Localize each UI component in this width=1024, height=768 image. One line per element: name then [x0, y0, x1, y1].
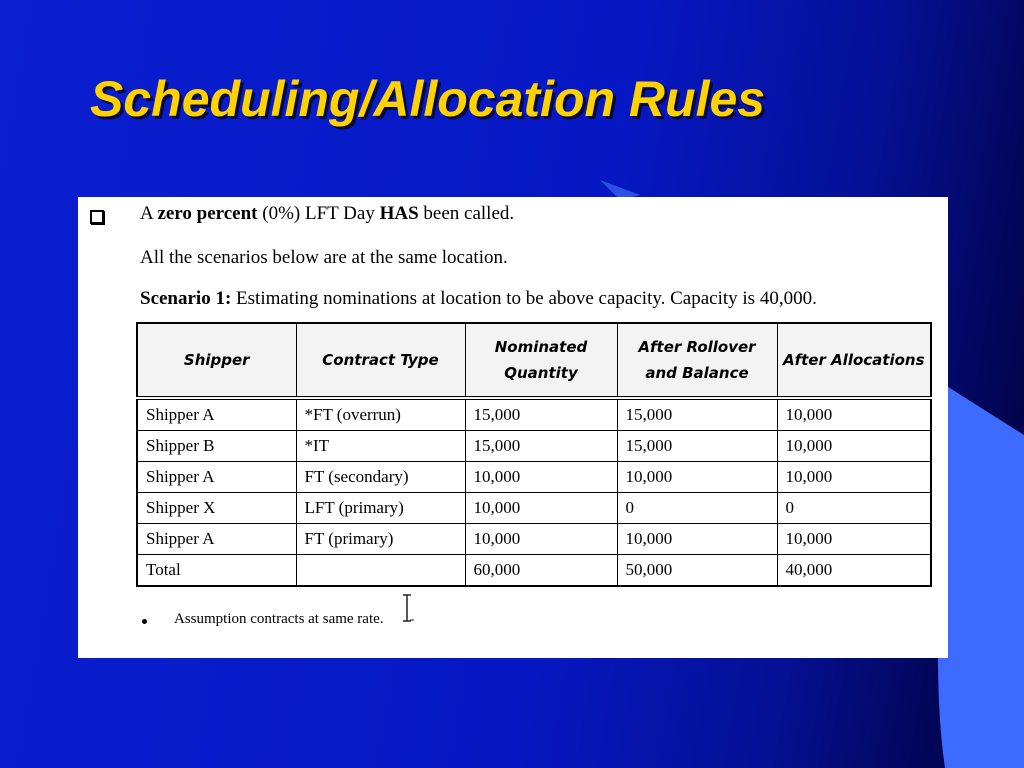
cell-after-allocations: 10,000 [777, 431, 931, 462]
table-row [137, 431, 931, 462]
cell-contract-type: *IT [296, 431, 465, 462]
cell-after-allocations: 10,000 [777, 462, 931, 493]
header-after-allocations: After Allocations [777, 323, 931, 398]
square-bullet-icon [90, 210, 104, 224]
cell-nominated: 10,000 [465, 493, 617, 524]
table-header-row [137, 323, 931, 398]
cell-nominated: 15,000 [465, 431, 617, 462]
table-row [137, 462, 931, 493]
slide-title: Scheduling/Allocation Rules [90, 71, 766, 127]
cell-shipper: Shipper X [137, 493, 296, 524]
header-after-rollover: After Rollover and Balance [617, 323, 777, 398]
cell-after-allocations: 0 [777, 493, 931, 524]
cell-total-nominated: 60,000 [465, 555, 617, 587]
cell-nominated: 10,000 [465, 524, 617, 555]
scenario-text: Estimating nominations at location to be above capacity. Capacity is 40,000. [231, 288, 817, 309]
content-panel [78, 197, 948, 658]
lft-day-statement: A zero percent (0%) LFT Day HAS been called. [140, 203, 515, 224]
bullet-dot-icon [142, 619, 147, 624]
cell-after-rollover: 15,000 [617, 398, 777, 431]
cell-contract-type: LFT (primary) [296, 493, 465, 524]
cell-after-rollover: 10,000 [617, 462, 777, 493]
cell-contract-type: FT (secondary) [296, 462, 465, 493]
assumption-note: Assumption contracts at same rate. [174, 611, 384, 627]
cell-total-contract-type [296, 555, 465, 587]
scenario-statement [140, 288, 817, 310]
cell-shipper: Shipper A [137, 524, 296, 555]
cell-nominated: 10,000 [465, 462, 617, 493]
allocation-table [136, 322, 932, 587]
cell-after-rollover: 0 [617, 493, 777, 524]
cell-after-rollover: 15,000 [617, 431, 777, 462]
cell-after-rollover: 10,000 [617, 524, 777, 555]
scenario-label: Scenario 1: [140, 288, 232, 309]
header-contract-type: Contract Type [296, 323, 465, 398]
table-row [137, 524, 931, 555]
table-total-row [137, 555, 931, 587]
cell-contract-type: FT (primary) [296, 524, 465, 555]
cell-shipper: Shipper A [137, 462, 296, 493]
cell-shipper: Shipper B [137, 431, 296, 462]
table-row [137, 398, 931, 431]
cell-after-allocations: 10,000 [777, 524, 931, 555]
location-statement: All the scenarios below are at the same location. [140, 247, 508, 268]
cell-shipper: Shipper A [137, 398, 296, 431]
header-shipper: Shipper [137, 323, 296, 398]
cell-nominated: 15,000 [465, 398, 617, 431]
header-nominated-quantity: Nominated Quantity [465, 323, 617, 398]
cell-total-after-allocations: 40,000 [777, 555, 931, 587]
cell-after-allocations: 10,000 [777, 398, 931, 431]
cell-contract-type: *FT (overrun) [296, 398, 465, 431]
text-cursor-icon [400, 593, 414, 623]
cell-total-label: Total [137, 555, 296, 587]
table-row [137, 493, 931, 524]
cell-total-after-rollover: 50,000 [617, 555, 777, 587]
